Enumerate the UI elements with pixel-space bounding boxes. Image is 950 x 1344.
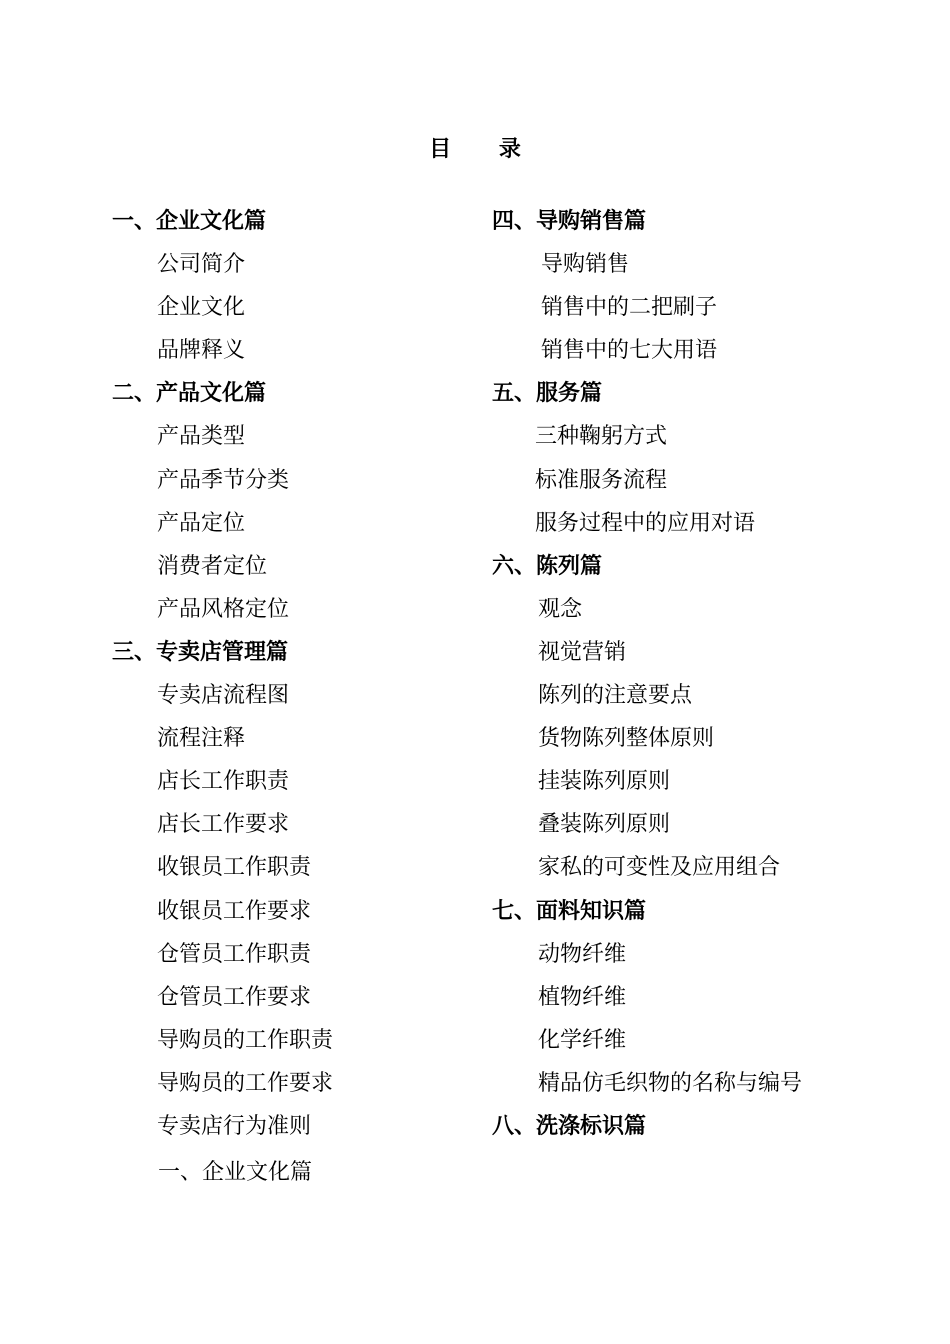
toc-entry: 货物陈列整体原则 — [538, 726, 715, 752]
toc-entry: 公司简介 — [157, 252, 246, 278]
toc-entry: 服务过程中的应用对语 — [535, 510, 756, 536]
toc-entry: 店长工作职责 — [157, 769, 290, 795]
toc-entry: 销售中的七大用语 — [541, 338, 718, 364]
toc-entry: 导购员的工作要求 — [157, 1070, 334, 1096]
toc-entry: 动物纤维 — [538, 941, 627, 967]
toc-entry: 导购销售 — [541, 252, 630, 278]
toc-entry: 家私的可变性及应用组合 — [538, 855, 781, 881]
toc-section-heading: 五、服务篇 — [492, 381, 603, 407]
toc-entry: 店长工作要求 — [157, 812, 290, 838]
toc-entry: 植物纤维 — [538, 984, 627, 1010]
toc-entry: 标准服务流程 — [535, 467, 668, 493]
toc-section-heading: 六、陈列篇 — [492, 553, 603, 579]
toc-entry: 企业文化 — [157, 295, 246, 321]
toc-entry: 挂装陈列原则 — [538, 769, 671, 795]
toc-section-heading: 七、面料知识篇 — [492, 898, 647, 924]
toc-entry: 陈列的注意要点 — [538, 683, 693, 709]
toc-entry: 三种鞠躬方式 — [535, 424, 668, 450]
toc-right-column — [492, 200, 912, 1148]
toc-section-heading: 八、洗涤标识篇 — [492, 1113, 647, 1139]
toc-entry: 专卖店行为准则 — [157, 1113, 312, 1139]
toc-entry: 产品定位 — [157, 510, 246, 536]
toc-entry: 导购员的工作职责 — [157, 1027, 334, 1053]
section-start-heading: 一、企业文化篇 — [158, 1160, 313, 1185]
toc-entry: 叠装陈列原则 — [538, 812, 671, 838]
toc-title: 目 录 — [429, 137, 541, 162]
toc-section-heading: 四、导购销售篇 — [492, 209, 647, 234]
toc-entry: 产品风格定位 — [157, 596, 290, 622]
toc-entry: 观念 — [538, 596, 583, 622]
toc-entry: 仓管员工作职责 — [157, 941, 312, 967]
toc-left-column — [112, 200, 472, 1148]
toc-entry: 消费者定位 — [157, 553, 268, 579]
toc-entry: 收银员工作职责 — [157, 855, 312, 881]
toc-entry: 化学纤维 — [538, 1027, 627, 1053]
toc-entry: 流程注释 — [157, 726, 246, 752]
toc-entry: 品牌释义 — [157, 338, 246, 364]
toc-section-heading: 二、产品文化篇 — [112, 381, 267, 407]
toc-entry: 仓管员工作要求 — [157, 984, 312, 1010]
toc-entry: 销售中的二把刷子 — [541, 295, 718, 321]
toc-entry: 产品季节分类 — [157, 467, 290, 493]
toc-entry: 产品类型 — [157, 424, 246, 450]
toc-entry: 专卖店流程图 — [157, 683, 290, 709]
toc-section-heading: 三、专卖店管理篇 — [112, 639, 289, 665]
toc-section-heading: 一、企业文化篇 — [112, 209, 267, 234]
toc-entry: 收银员工作要求 — [157, 898, 312, 924]
toc-entry: 视觉营销 — [538, 639, 627, 665]
toc-entry: 精品仿毛织物的名称与编号 — [538, 1070, 803, 1096]
